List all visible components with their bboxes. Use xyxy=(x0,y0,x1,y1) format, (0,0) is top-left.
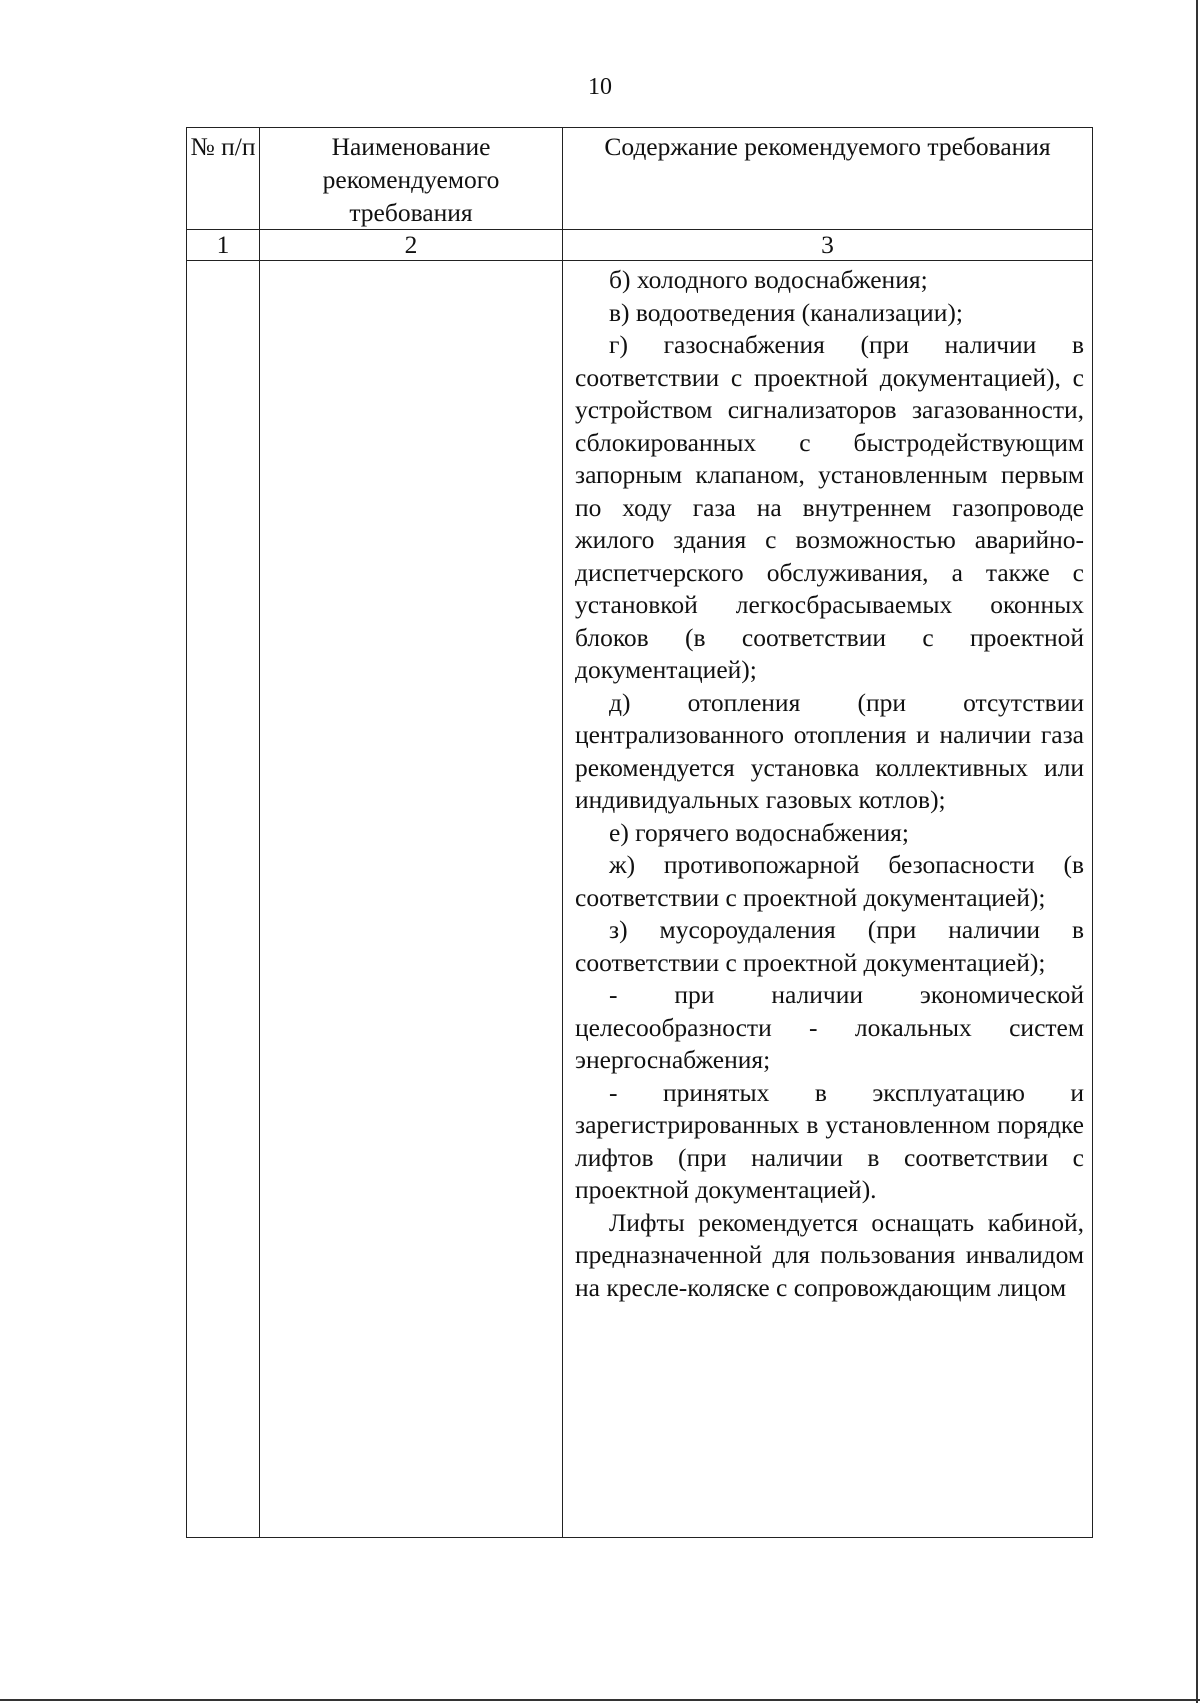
content-paragraph: д) отопления (при отсутствии централизованного отопления и наличии газа рекомендуется установка коллективных или индивидуальных газовых котлов); xyxy=(575,687,1084,814)
table-row xyxy=(187,261,1093,1538)
content-paragraph: г) газоснабжения (при наличии в соответствии с проектной документацией), с устройством сигнализаторов загазованности, сблокированных с быстродействующим запорным клапаном, установленным первым по ходу газа на внутреннем газопроводе жилого здания с возможностью аварийно-диспетчерского обслуживания, а также с установкой легкосбрасываемых оконных блоков (в соответствии с проектной документацией); xyxy=(575,330,1084,684)
content-paragraph: б) холодного водоснабжения; xyxy=(609,265,928,294)
scan-edge-right xyxy=(1196,0,1198,1703)
content-paragraph: в) водоотведения (канализации); xyxy=(609,297,963,327)
content-paragraph: Лифты рекомендуется оснащать кабиной, предназначенной для пользования инвалидом на кресле-коляске с сопровождающим лицом xyxy=(575,1207,1084,1302)
content-paragraph: - при наличии экономической целесообразности - локальных систем энергоснабжения; xyxy=(575,980,1084,1074)
column-number-2: 2 xyxy=(260,230,563,261)
column-number-3: 3 xyxy=(563,230,1093,261)
content-paragraph: з) мусороудаления (при наличии в соответствии с проектной документацией); xyxy=(575,915,1084,977)
row-content-cell xyxy=(563,261,1093,1538)
table-header-row xyxy=(187,128,1093,230)
row-name-cell xyxy=(260,261,563,1538)
header-content: Содержание рекомендуемого требования xyxy=(563,128,1093,230)
header-number: № п/п xyxy=(187,128,260,230)
column-number-1: 1 xyxy=(187,230,260,261)
content-paragraph: - принятых в эксплуатацию и зарегистрированных в установленном порядке лифтов (при наличии в соответствии с проектной документацией). xyxy=(575,1077,1084,1204)
header-name: Наименование рекомендуемого требования xyxy=(260,128,563,230)
content-paragraph: е) горячего водоснабжения; xyxy=(609,817,909,847)
page-number: 10 xyxy=(588,74,612,100)
column-number-row xyxy=(187,230,1093,261)
scan-edge-bottom xyxy=(0,1699,1200,1701)
requirements-table xyxy=(186,127,1093,1538)
row-number-cell xyxy=(187,261,260,1538)
content-paragraph: ж) противопожарной безопасности (в соответствии с проектной документацией); xyxy=(575,850,1084,912)
